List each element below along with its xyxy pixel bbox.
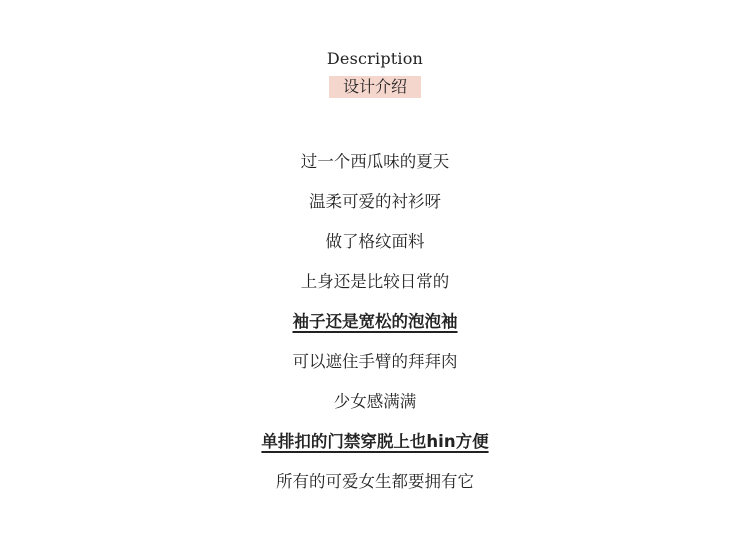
description-line-text: 单排扣的门禁穿脱上也hin方便	[261, 432, 489, 451]
description-line	[0, 350, 750, 390]
description-line-text: 少女感满满	[333, 392, 417, 411]
description-line-text: 做了格纹面料	[325, 232, 425, 251]
description-line	[0, 390, 750, 430]
description-line-text: 所有的可爱女生都要拥有它	[276, 472, 474, 491]
description-line	[0, 230, 750, 270]
description-lines	[0, 150, 750, 510]
description-line	[0, 150, 750, 190]
description-line	[0, 270, 750, 310]
section-title-en: Description	[326, 49, 424, 68]
section-title-cn: 设计介绍	[329, 76, 421, 98]
description-line	[0, 190, 750, 230]
description-line-text: 可以遮住手臂的拜拜肉	[292, 352, 458, 371]
description-line-text: 袖子还是宽松的泡泡袖	[292, 312, 458, 331]
section-title-cn-wrap	[0, 76, 750, 98]
description-line	[0, 430, 750, 470]
description-line-text: 温柔可爱的衬衫呀	[309, 192, 441, 211]
description-line	[0, 470, 750, 510]
description-line-text: 上身还是比较日常的	[300, 272, 450, 291]
description-line-text: 过一个西瓜味的夏天	[300, 152, 450, 171]
description-line	[0, 310, 750, 350]
